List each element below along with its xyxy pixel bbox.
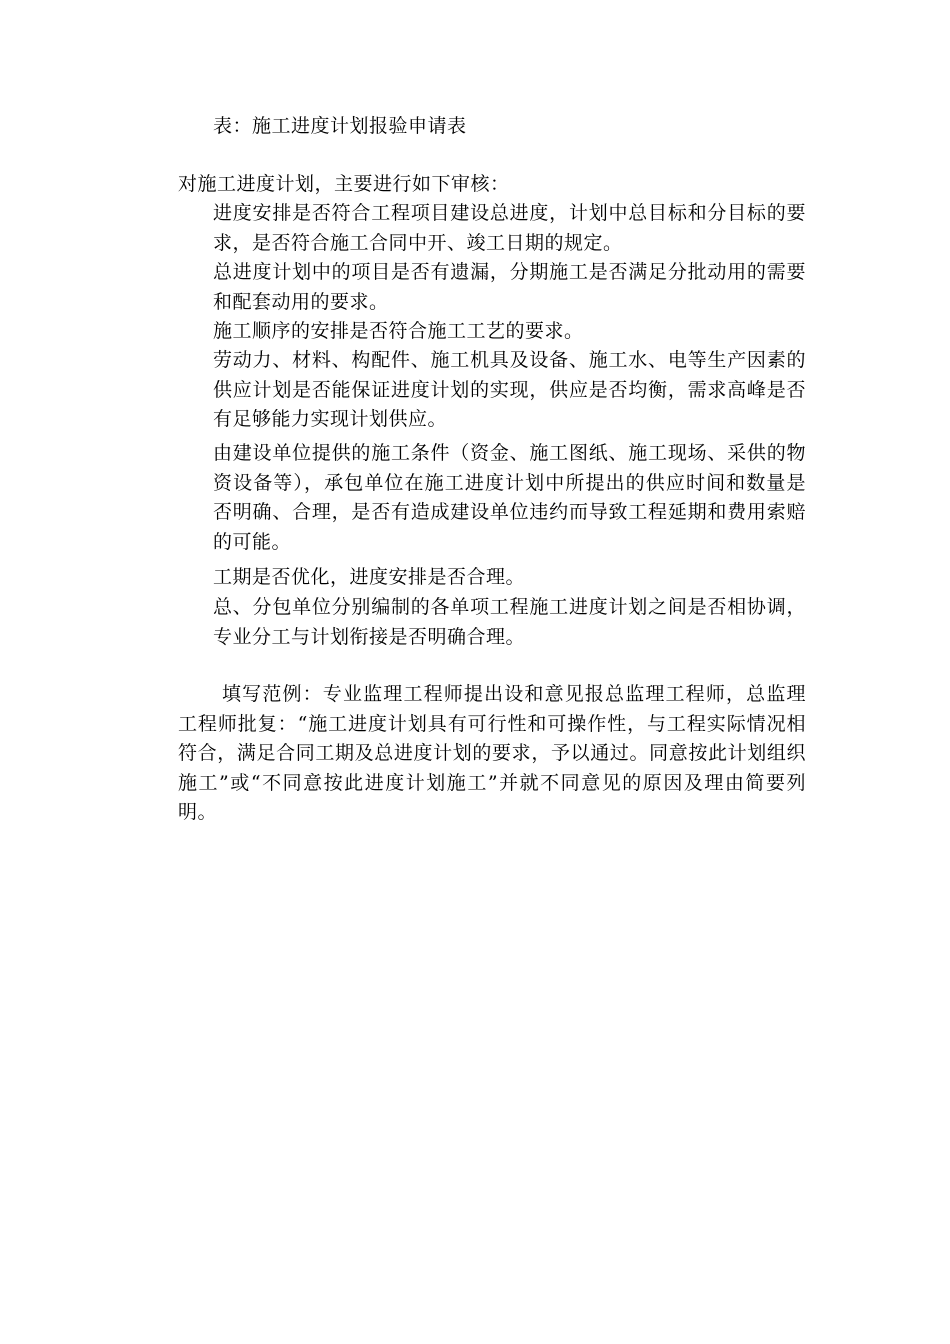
review-item-schedule: 进度安排是否符合工程项目建设总进度，计划中总目标和分目标的要求，是否符合施工合同中开、竣工日期的规定。: [213, 202, 806, 254]
review-intro: 对施工进度计划，主要进行如下审核：: [178, 173, 510, 195]
document-title: 表：施工进度计划报验申请表: [213, 115, 467, 137]
example-paragraph: 填写范例：专业监理工程师提出设和意见报总监理工程师，总监理工程师批复：“施工进度计划具有可行性和可操作性，与工程实际情况相符合，满足合同工期及总进度计划的要求，予以通过。同意按此计划组织施工”或“不同意按此进度计划施工”并就不同意见的原因及理由简要列明。: [178, 683, 806, 823]
review-item-coordination: 总、分包单位分别编制的各单项工程施工进度计划之间是否相协调，专业分工与计划衔接是否明确合理。: [213, 596, 806, 648]
review-item-supply: 劳动力、材料、构配件、施工机具及设备、施工水、电等生产因素的供应计划是否能保证进度计划的实现，供应是否均衡，需求高峰是否有足够能力实现计划供应。: [213, 349, 806, 430]
review-item-sequence: 施工顺序的安排是否符合施工工艺的要求。: [213, 320, 584, 342]
review-item-optimization: 工期是否优化，进度安排是否合理。: [213, 566, 526, 588]
review-item-conditions: 由建设单位提供的施工条件（资金、施工图纸、施工现场、采供的物资设备等），承包单位在施工进度计划中所提出的供应时间和数量是否明确、合理，是否有造成建设单位违约而导致工程延期和费用索赔的可能。: [213, 442, 806, 553]
review-item-omission: 总进度计划中的项目是否有遗漏，分期施工是否满足分批动用的需要和配套动用的要求。: [213, 261, 806, 313]
